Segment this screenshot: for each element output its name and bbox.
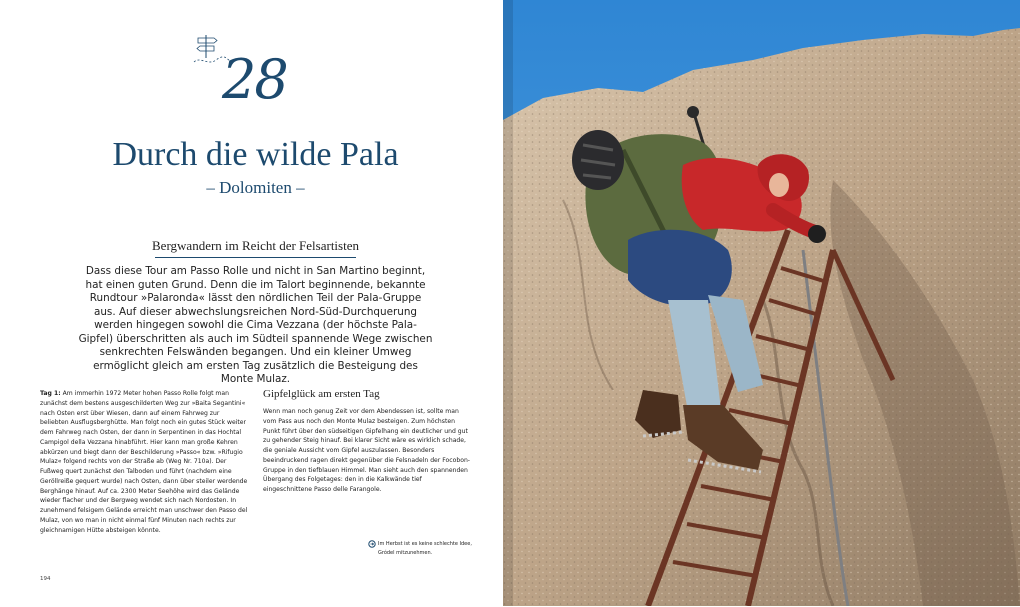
arrow-bullet-icon bbox=[368, 540, 376, 548]
climber-photo bbox=[503, 0, 1020, 606]
glove bbox=[808, 225, 826, 243]
intro-paragraph: Dass diese Tour am Passo Rolle und nicht in San Martino beginnt, hat einen guten Grund. Denn die im Talort beginnende, bekannte Rundtour »Palaronda« lässt den nördlichen Teil der Pala-Gruppe aus. Auf dieser abwechslungsreichen Nord-Süd-Durchquerung werden hingegen sowohl die Cima Vezzana (der höchste Pala-Gipfel) überschritten als auch im Südteil spannende Wege zwischen senkrechten Felswänden begangen. Und ein kleiner Umweg ermöglicht gleich am ersten Tag zusätzlich die Besteigung des Monte Mulaz. bbox=[78, 265, 433, 385]
heading-rule bbox=[155, 257, 356, 258]
page-subtitle: – Dolomiten – bbox=[206, 178, 305, 197]
subsection-heading: Gipfelglück am ersten Tag bbox=[263, 388, 380, 400]
page-title: Durch die wilde Pala bbox=[112, 136, 399, 173]
pole-grip bbox=[687, 106, 699, 118]
helmet bbox=[572, 130, 624, 190]
day-label: Tag 1: bbox=[40, 390, 61, 397]
left-page bbox=[0, 0, 503, 606]
intro-heading: Bergwandern im Reicht der Felsartisten bbox=[152, 238, 359, 253]
caption-text: Im Herbst ist es keine schlechte Idee, Gródel mitzunehmen. bbox=[378, 541, 472, 556]
page-gutter-shadow bbox=[503, 0, 513, 606]
photo-illustration bbox=[503, 0, 1020, 606]
page-number: 194 bbox=[40, 576, 51, 582]
tour-number: 28 bbox=[222, 48, 287, 111]
route-description-left bbox=[40, 389, 248, 535]
face bbox=[769, 173, 789, 197]
day-text: Am immerhin 1972 Meter hohen Passo Rolle folgt man zunächst dem bestens ausgeschilderten Weg zur »Baita Segantini« nach Osten erst über Wiesen, dann auf einem Fahrweg zur beliebten Ausflugsberghütte. Man folgt noch ein gutes Stück weiter dem Fahrweg nach Osten, der dann in Serpentinen in das Hochtal Campigol della Vezzana hinabführt. Hier kann man große Kehren abkürzen und biegt dann der Beschilderung »Passo« bzw. »Rifugio Mulaz« folgend rechts von der Straße ab (Weg Nr. 710a). Der Fußweg quert zunächst den Talboden und führt (nachdem eine Geröllreiße gequert wurde) nach Osten, dann über steiler werdende Berghänge hinauf. Auf ca. 2300 Meter Seehöhe wird das Gelände wieder flacher und der Bergweg wendet sich nach Nordosten. In zunehmend felsigem Gelände erreicht man unschwer den Passo del Mulaz, von wo man in nicht einmal fünf Minuten nach rechts zur gleichnamigen Hütte absteigen könnte. bbox=[40, 390, 248, 534]
route-description-right: Wenn man noch genug Zeit vor dem Abendessen ist, sollte man vom Pass aus noch den Monte Mulaz besteigen. Zum höchsten Punkt führt über den südseitigen Gipfelhang ein deutlicher und gut zu gehender Steig hinauf. Bei klarer Sicht wäre es wirklich schade, die geniale Aussicht vom Gipfel auszulassen. Besonders beeindruckend ragen direkt gegenüber die Felsnadeln der Focobon-Gruppe in den tiefblauen Himmel. Man sieht auch den spannenden Übergang des Folgetages: den in die Kalkwände tief eingeschnittene Passo delle Farangole. bbox=[263, 408, 470, 493]
